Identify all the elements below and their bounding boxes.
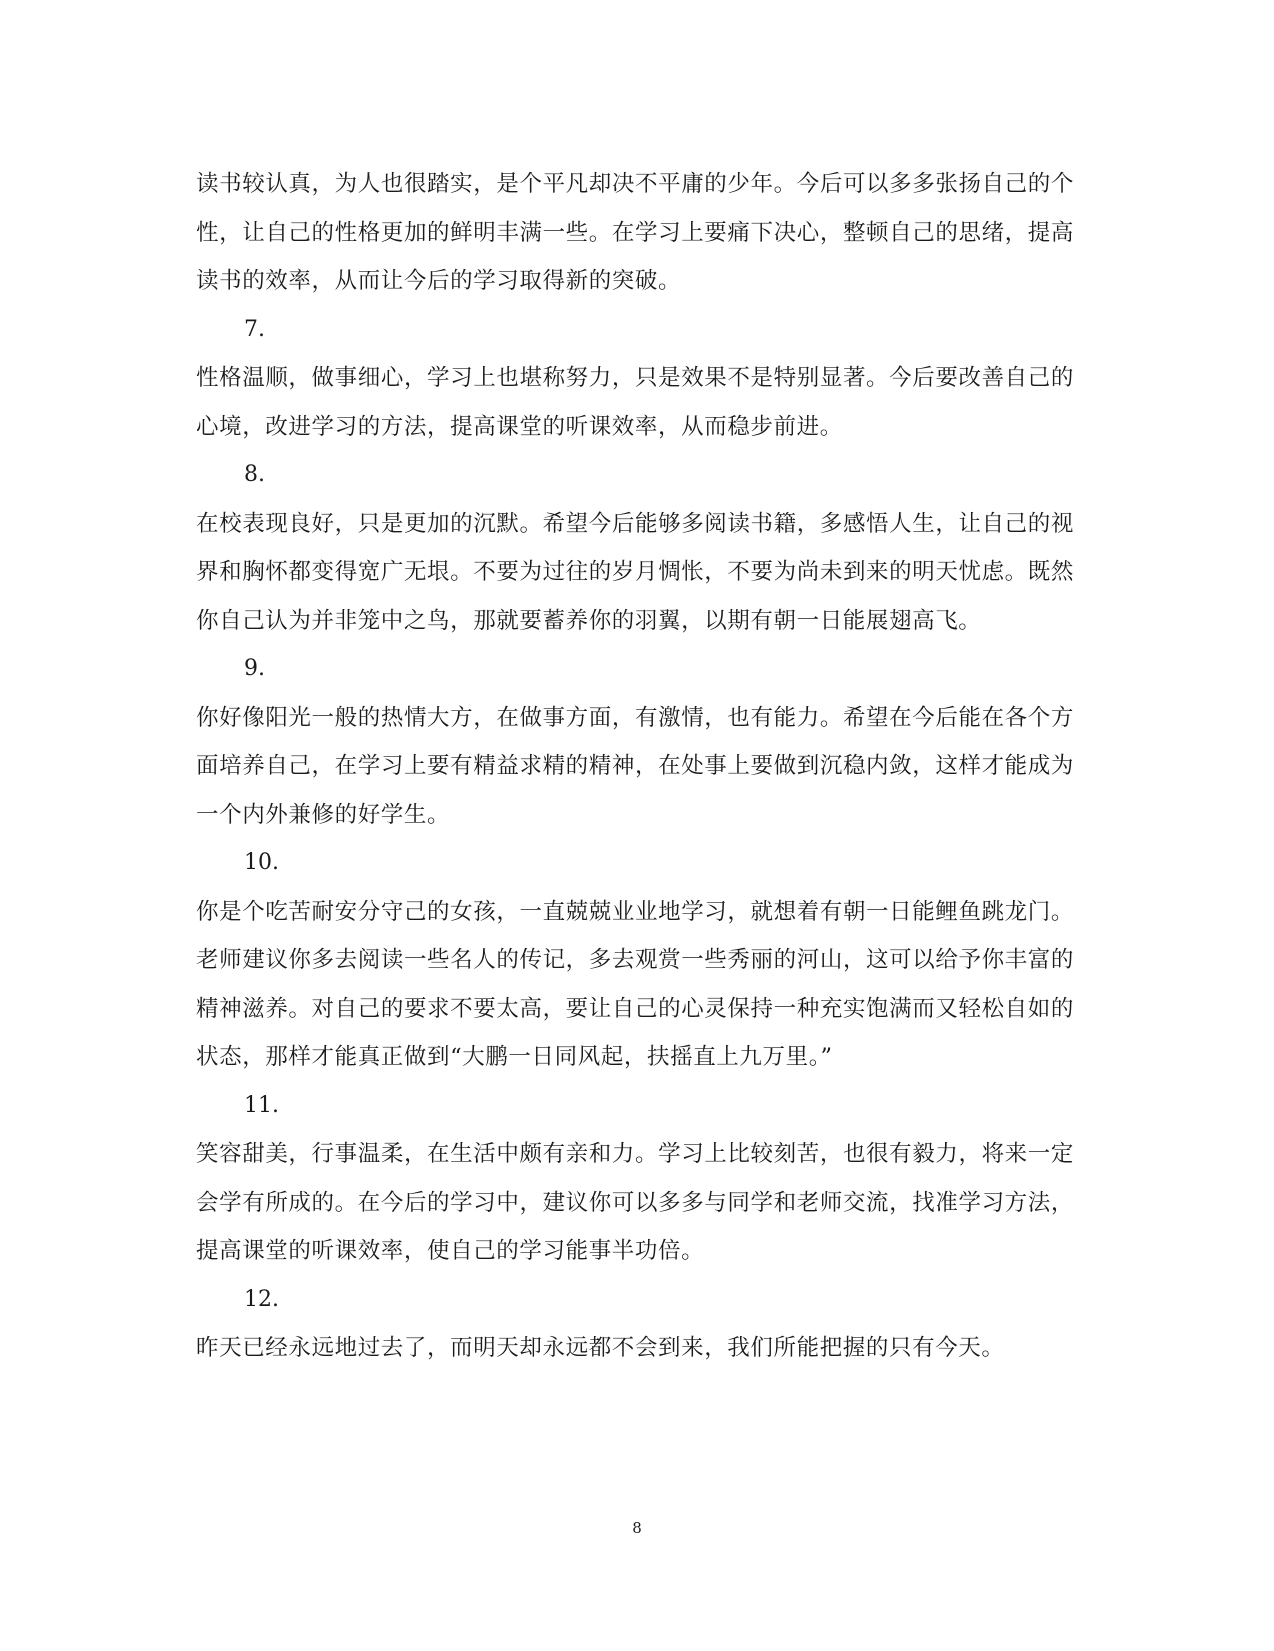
item-number: 8. xyxy=(244,462,265,487)
item-number: 7. xyxy=(244,316,265,342)
paragraph-text: 你好像阳光一般的热情大方，在做事方面，有激情，也有能力。希望在今后能在各个方面培养自己，在学习上要有精益求精的精神，在处事上要做到沉稳内敛，这样才能成为一个内外兼修的好学生。 xyxy=(196,704,1074,828)
item-number: 10. xyxy=(244,850,279,875)
item-number: 11. xyxy=(244,1092,279,1118)
paragraph-text: 性格温顺，做事细心，学习上也堪称努力，只是效果不是特别显著。今后要改善自己的心境，改进学习的方法，提高课堂的听课效率，从而稳步前进。 xyxy=(196,365,1074,440)
item-number: 9. xyxy=(244,656,265,681)
paragraph-text: 笑容甜美，行事温柔，在生活中颇有亲和力。学习上比较刻苦，也很有毅力，将来一定会学有所成的。在今后的学习中，建议你可以多多与同学和老师交流，找准学习方法，提高课堂的听课效率，使自己的学习能事半功倍。 xyxy=(196,1141,1074,1264)
page-body xyxy=(196,160,1074,1373)
paragraph-text: 昨天已经永远地过去了，而明天却永远都不会到来，我们所能把握的只有今天。 xyxy=(196,1335,1005,1361)
item-number: 12. xyxy=(244,1286,279,1312)
paragraph-text: 你是个吃苦耐安分守己的女孩，一直兢兢业业地学习，就想着有朝一日能鲤鱼跳龙门。老师建议你多去阅读一些名人的传记，多去观赏一些秀丽的河山，这可以给予你丰富的精神滋养。对自己的要求不要太高，要让自己的心灵保持一种充实饱满而又轻松自如的状态，那样才能真正做到“大鹏一日同风起，扶摇直上九万里。” xyxy=(196,898,1074,1070)
page-number: 8 xyxy=(632,1519,642,1537)
paragraph-text: 在校表现良好，只是更加的沉默。希望今后能够多阅读书籍，多感悟人生，让自己的视界和胸怀都变得宽广无垠。不要为过往的岁月惆怅，不要为尚未到来的明天忧虑。既然你自己认为并非笼中之鸟，那就要蓄养你的羽翼，以期有朝一日能展翅高飞。 xyxy=(196,510,1074,634)
paragraph-text: 读书较认真，为人也很踏实，是个平凡却决不平庸的少年。今后可以多多张扬自己的个性，让自己的性格更加的鲜明丰满一些。在学习上要痛下决心，整顿自己的思绪，提高读书的效率，从而让今后的学习取得新的突破。 xyxy=(196,171,1074,294)
